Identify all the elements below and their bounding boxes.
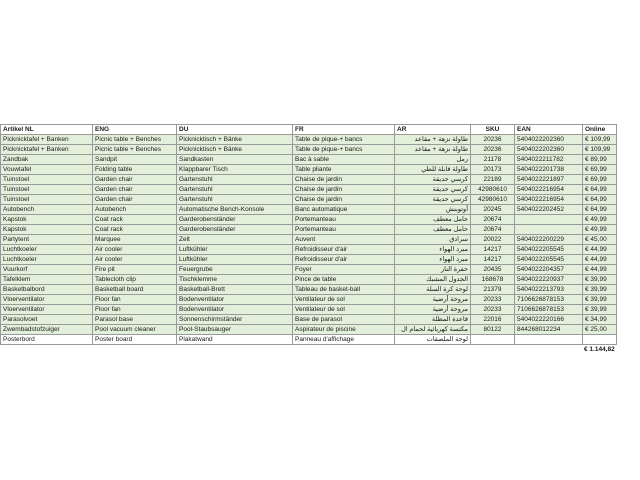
- cell-online[interactable]: [583, 335, 617, 345]
- cell-online[interactable]: € 69,99: [583, 165, 617, 175]
- header-sku[interactable]: SKU: [471, 125, 515, 135]
- cell-fr[interactable]: Portemanteau: [293, 225, 395, 235]
- cell-fr[interactable]: Banc automatique: [293, 205, 395, 215]
- cell-online[interactable]: € 34,99: [583, 315, 617, 325]
- cell-ar[interactable]: قاعدة المظلة: [395, 315, 471, 325]
- cell-du[interactable]: Luftkühler: [177, 255, 293, 265]
- cell-fr[interactable]: Ventilateur de sol: [293, 305, 395, 315]
- cell-fr[interactable]: Table pliante: [293, 165, 395, 175]
- cell-nl[interactable]: Luchtkoeler: [1, 245, 93, 255]
- cell-ean[interactable]: 5404022216954: [515, 185, 583, 195]
- cell-ar[interactable]: طاولة قابلة للطي: [395, 165, 471, 175]
- table-row: [1, 335, 617, 345]
- cell-ar[interactable]: مروحة أرضية: [395, 295, 471, 305]
- cell-sku[interactable]: 20674: [471, 215, 515, 225]
- cell-eng[interactable]: Autobench: [93, 205, 177, 215]
- cell-nl[interactable]: Tafelklem: [1, 275, 93, 285]
- cell-eng[interactable]: Marquee: [93, 235, 177, 245]
- cell-ar[interactable]: مبرد الهواء: [395, 255, 471, 265]
- table-row: [1, 295, 617, 305]
- cell-fr[interactable]: Foyer: [293, 265, 395, 275]
- cell-fr[interactable]: Table de pique-+ bancs: [293, 135, 395, 145]
- table-row: [1, 325, 617, 335]
- cell-du[interactable]: Pool-Staubsauger: [177, 325, 293, 335]
- cell-nl[interactable]: Vloerventilator: [1, 305, 93, 315]
- cell-ar[interactable]: كرسي حديقة: [395, 175, 471, 185]
- cell-eng[interactable]: Tablecloth clip: [93, 275, 177, 285]
- cell-nl[interactable]: Posterbord: [1, 335, 93, 345]
- cell-du[interactable]: Automatische Bench-Konsole: [177, 205, 293, 215]
- cell-online[interactable]: € 64,99: [583, 205, 617, 215]
- cell-sku[interactable]: 14217: [471, 255, 515, 265]
- cell-ar[interactable]: مبرد الهواء: [395, 245, 471, 255]
- cell-du[interactable]: Luftkühler: [177, 245, 293, 255]
- cell-fr[interactable]: Portemanteau: [293, 215, 395, 225]
- cell-du[interactable]: Zelt: [177, 235, 293, 245]
- cell-online[interactable]: € 44,99: [583, 265, 617, 275]
- cell-fr[interactable]: Chaise de jardin: [293, 195, 395, 205]
- cell-eng[interactable]: Basketball board: [93, 285, 177, 295]
- cell-sku[interactable]: 20233: [471, 295, 515, 305]
- table-row: [1, 275, 617, 285]
- cell-ean[interactable]: 7106626878153: [515, 295, 583, 305]
- cell-du[interactable]: Feuergrube: [177, 265, 293, 275]
- table-row: [1, 255, 617, 265]
- cell-eng[interactable]: Picnic table + Benches: [93, 145, 177, 155]
- cell-du[interactable]: Klappbarer Tisch: [177, 165, 293, 175]
- cell-ar[interactable]: كرسي حديقة: [395, 195, 471, 205]
- cell-du[interactable]: Gartenstuhl: [177, 175, 293, 185]
- table-row: [1, 175, 617, 185]
- cell-nl[interactable]: Picknicktafel + Banken: [1, 145, 93, 155]
- cell-ean[interactable]: 5404022220937: [515, 275, 583, 285]
- cell-eng[interactable]: Folding table: [93, 165, 177, 175]
- cell-ean[interactable]: 5404022200229: [515, 235, 583, 245]
- cell-ar[interactable]: لوحة الملصقات: [395, 335, 471, 345]
- cell-nl[interactable]: Zwembadstofzuiger: [1, 325, 93, 335]
- cell-fr[interactable]: Pince de table: [293, 275, 395, 285]
- cell-sku[interactable]: 20674: [471, 225, 515, 235]
- cell-ean[interactable]: 5404022205545: [515, 245, 583, 255]
- cell-fr[interactable]: Chaise de jardin: [293, 185, 395, 195]
- table-row: [1, 245, 617, 255]
- cell-du[interactable]: Gartenstuhl: [177, 185, 293, 195]
- cell-ean[interactable]: 7106626878153: [515, 305, 583, 315]
- table-row: [1, 305, 617, 315]
- header-online[interactable]: Online: [583, 125, 617, 135]
- cell-ean[interactable]: [515, 335, 583, 345]
- total-amount[interactable]: € 1.144,82: [584, 346, 615, 353]
- header-row: [1, 125, 617, 135]
- table-row: [1, 205, 617, 215]
- table-row: [1, 145, 617, 155]
- cell-online[interactable]: € 109,99: [583, 145, 617, 155]
- table-row: [1, 155, 617, 165]
- cell-fr[interactable]: Aspirateur de piscine: [293, 325, 395, 335]
- cell-online[interactable]: € 44,99: [583, 245, 617, 255]
- cell-fr[interactable]: Tableau de basket-ball: [293, 285, 395, 295]
- cell-ean[interactable]: 5404022204357: [515, 265, 583, 275]
- cell-eng[interactable]: Floor fan: [93, 305, 177, 315]
- cell-ar[interactable]: مروحة أرضية: [395, 305, 471, 315]
- cell-nl[interactable]: Basketbalbord: [1, 285, 93, 295]
- cell-du[interactable]: Garderobenständer: [177, 215, 293, 225]
- cell-du[interactable]: Picknicktisch + Bänke: [177, 145, 293, 155]
- cell-ean[interactable]: [515, 225, 583, 235]
- cell-du[interactable]: Plakatwand: [177, 335, 293, 345]
- cell-nl[interactable]: Tuinstoel: [1, 185, 93, 195]
- cell-ar[interactable]: سرادق: [395, 235, 471, 245]
- cell-fr[interactable]: Table de pique-+ bancs: [293, 145, 395, 155]
- cell-ar[interactable]: أوتوبنش: [395, 205, 471, 215]
- cell-nl[interactable]: Partytent: [1, 235, 93, 245]
- cell-ean[interactable]: 5404022220166: [515, 315, 583, 325]
- cell-online[interactable]: € 44,99: [583, 255, 617, 265]
- cell-fr[interactable]: Base de parasol: [293, 315, 395, 325]
- cell-online[interactable]: € 69,99: [583, 175, 617, 185]
- cell-nl[interactable]: Autobench: [1, 205, 93, 215]
- cell-nl[interactable]: Parasolvoet: [1, 315, 93, 325]
- cell-online[interactable]: € 39,99: [583, 275, 617, 285]
- cell-sku[interactable]: 168678: [471, 275, 515, 285]
- header-nl[interactable]: Artikel NL: [1, 125, 93, 135]
- cell-sku[interactable]: 20022: [471, 235, 515, 245]
- cell-du[interactable]: Garderobenständer: [177, 225, 293, 235]
- cell-du[interactable]: Sonnenschirmständer: [177, 315, 293, 325]
- cell-eng[interactable]: Pool vacuum cleaner: [93, 325, 177, 335]
- table-row: [1, 315, 617, 325]
- spreadsheet: [0, 124, 640, 345]
- cell-sku[interactable]: 20245: [471, 205, 515, 215]
- cell-sku[interactable]: 20173: [471, 165, 515, 175]
- cell-eng[interactable]: Coat rack: [93, 215, 177, 225]
- cell-sku[interactable]: 21178: [471, 155, 515, 165]
- cell-online[interactable]: € 39,99: [583, 305, 617, 315]
- cell-online[interactable]: € 49,99: [583, 215, 617, 225]
- table-row: [1, 285, 617, 295]
- cell-eng[interactable]: Picnic table + Benches: [93, 135, 177, 145]
- cell-fr[interactable]: Chaise de jardin: [293, 175, 395, 185]
- cell-eng[interactable]: Garden chair: [93, 185, 177, 195]
- header-ar[interactable]: AR: [395, 125, 471, 135]
- cell-online[interactable]: € 89,99: [583, 155, 617, 165]
- cell-sku[interactable]: 22189: [471, 175, 515, 185]
- cell-ar[interactable]: مكنسة كهربائية لحمام ال: [395, 325, 471, 335]
- cell-ean[interactable]: [515, 215, 583, 225]
- cell-fr[interactable]: Auvent: [293, 235, 395, 245]
- cell-nl[interactable]: Kapstok: [1, 225, 93, 235]
- cell-fr[interactable]: Bac à sable: [293, 155, 395, 165]
- cell-ean[interactable]: 5404022202452: [515, 205, 583, 215]
- cell-ar[interactable]: حفرة النار: [395, 265, 471, 275]
- cell-ar[interactable]: حامل معطف: [395, 215, 471, 225]
- cell-ar[interactable]: طاولة نزهة + مقاعد: [395, 135, 471, 145]
- cell-eng[interactable]: Floor fan: [93, 295, 177, 305]
- table-row: [1, 165, 617, 175]
- cell-du[interactable]: Picknicktisch + Bänke: [177, 135, 293, 145]
- cell-nl[interactable]: Tuinstoel: [1, 175, 93, 185]
- header-du[interactable]: DU: [177, 125, 293, 135]
- cell-ean[interactable]: 5404022202360: [515, 145, 583, 155]
- cell-sku[interactable]: 42980610: [471, 185, 515, 195]
- table-row: [1, 225, 617, 235]
- table-row: [1, 185, 617, 195]
- cell-eng[interactable]: Air cooler: [93, 245, 177, 255]
- cell-ar[interactable]: حامل معطف: [395, 225, 471, 235]
- cell-online[interactable]: € 39,99: [583, 295, 617, 305]
- cell-online[interactable]: € 109,99: [583, 135, 617, 145]
- cell-du[interactable]: Basketball-Brett: [177, 285, 293, 295]
- cell-ar[interactable]: لوحة كرة السلة: [395, 285, 471, 295]
- cell-du[interactable]: Tischklemme: [177, 275, 293, 285]
- cell-online[interactable]: € 39,99: [583, 285, 617, 295]
- cell-sku[interactable]: 20236: [471, 135, 515, 145]
- cell-ar[interactable]: رمل: [395, 155, 471, 165]
- cell-ean[interactable]: 5404022205545: [515, 255, 583, 265]
- header-eng[interactable]: ENG: [93, 125, 177, 135]
- cell-ean[interactable]: 844268012234: [515, 325, 583, 335]
- cell-sku[interactable]: 14217: [471, 245, 515, 255]
- cell-sku[interactable]: 20233: [471, 305, 515, 315]
- cell-online[interactable]: € 64,99: [583, 185, 617, 195]
- cell-sku[interactable]: 80122: [471, 325, 515, 335]
- cell-ar[interactable]: كرسي حديقة: [395, 185, 471, 195]
- cell-eng[interactable]: Sandpit: [93, 155, 177, 165]
- cell-nl[interactable]: Tuinstoel: [1, 195, 93, 205]
- cell-nl[interactable]: Vouwtafel: [1, 165, 93, 175]
- cell-du[interactable]: Bodenventilator: [177, 295, 293, 305]
- table-row: [1, 215, 617, 225]
- table-row: [1, 235, 617, 245]
- cell-ar[interactable]: الجدول المشبك: [395, 275, 471, 285]
- cell-nl[interactable]: Zandbak: [1, 155, 93, 165]
- cell-online[interactable]: € 49,99: [583, 225, 617, 235]
- cell-nl[interactable]: Luchtkoeler: [1, 255, 93, 265]
- product-table: [0, 124, 617, 345]
- cell-eng[interactable]: Coat rack: [93, 225, 177, 235]
- cell-nl[interactable]: Picknicktafel + Banken: [1, 135, 93, 145]
- cell-fr[interactable]: Refroidisseur d'air: [293, 255, 395, 265]
- cell-ean[interactable]: 5404022213793: [515, 285, 583, 295]
- cell-eng[interactable]: Air cooler: [93, 255, 177, 265]
- table-row: [1, 195, 617, 205]
- cell-ean[interactable]: 5404022221897: [515, 175, 583, 185]
- cell-sku[interactable]: 22016: [471, 315, 515, 325]
- cell-ean[interactable]: 5404022201738: [515, 165, 583, 175]
- cell-eng[interactable]: Garden chair: [93, 195, 177, 205]
- cell-du[interactable]: Bodenventilator: [177, 305, 293, 315]
- cell-online[interactable]: € 25,00: [583, 325, 617, 335]
- cell-ar[interactable]: طاولة نزهة + مقاعد: [395, 145, 471, 155]
- header-fr[interactable]: FR: [293, 125, 395, 135]
- cell-nl[interactable]: Vuurkorf: [1, 265, 93, 275]
- cell-eng[interactable]: Fire pit: [93, 265, 177, 275]
- table-body: [1, 135, 617, 345]
- cell-ean[interactable]: 5404022216954: [515, 195, 583, 205]
- cell-sku[interactable]: 20435: [471, 265, 515, 275]
- cell-fr[interactable]: Refroidisseur d'air: [293, 245, 395, 255]
- cell-ean[interactable]: 5404022211782: [515, 155, 583, 165]
- cell-eng[interactable]: Garden chair: [93, 175, 177, 185]
- cell-fr[interactable]: Ventilateur de sol: [293, 295, 395, 305]
- cell-sku[interactable]: [471, 335, 515, 345]
- table-row: [1, 265, 617, 275]
- cell-sku[interactable]: 42980610: [471, 195, 515, 205]
- cell-du[interactable]: Sandkasten: [177, 155, 293, 165]
- header-ean[interactable]: EAN: [515, 125, 583, 135]
- cell-sku[interactable]: 20236: [471, 145, 515, 155]
- cell-sku[interactable]: 21379: [471, 285, 515, 295]
- cell-nl[interactable]: Kapstok: [1, 215, 93, 225]
- cell-eng[interactable]: Poster board: [93, 335, 177, 345]
- cell-fr[interactable]: Panneau d'affichage: [293, 335, 395, 345]
- cell-eng[interactable]: Parasol base: [93, 315, 177, 325]
- cell-nl[interactable]: Vloerventilator: [1, 295, 93, 305]
- cell-du[interactable]: Gartenstuhl: [177, 195, 293, 205]
- table-row: [1, 135, 617, 145]
- cell-online[interactable]: € 64,99: [583, 195, 617, 205]
- cell-online[interactable]: € 45,00: [583, 235, 617, 245]
- cell-ean[interactable]: 5404022202360: [515, 135, 583, 145]
